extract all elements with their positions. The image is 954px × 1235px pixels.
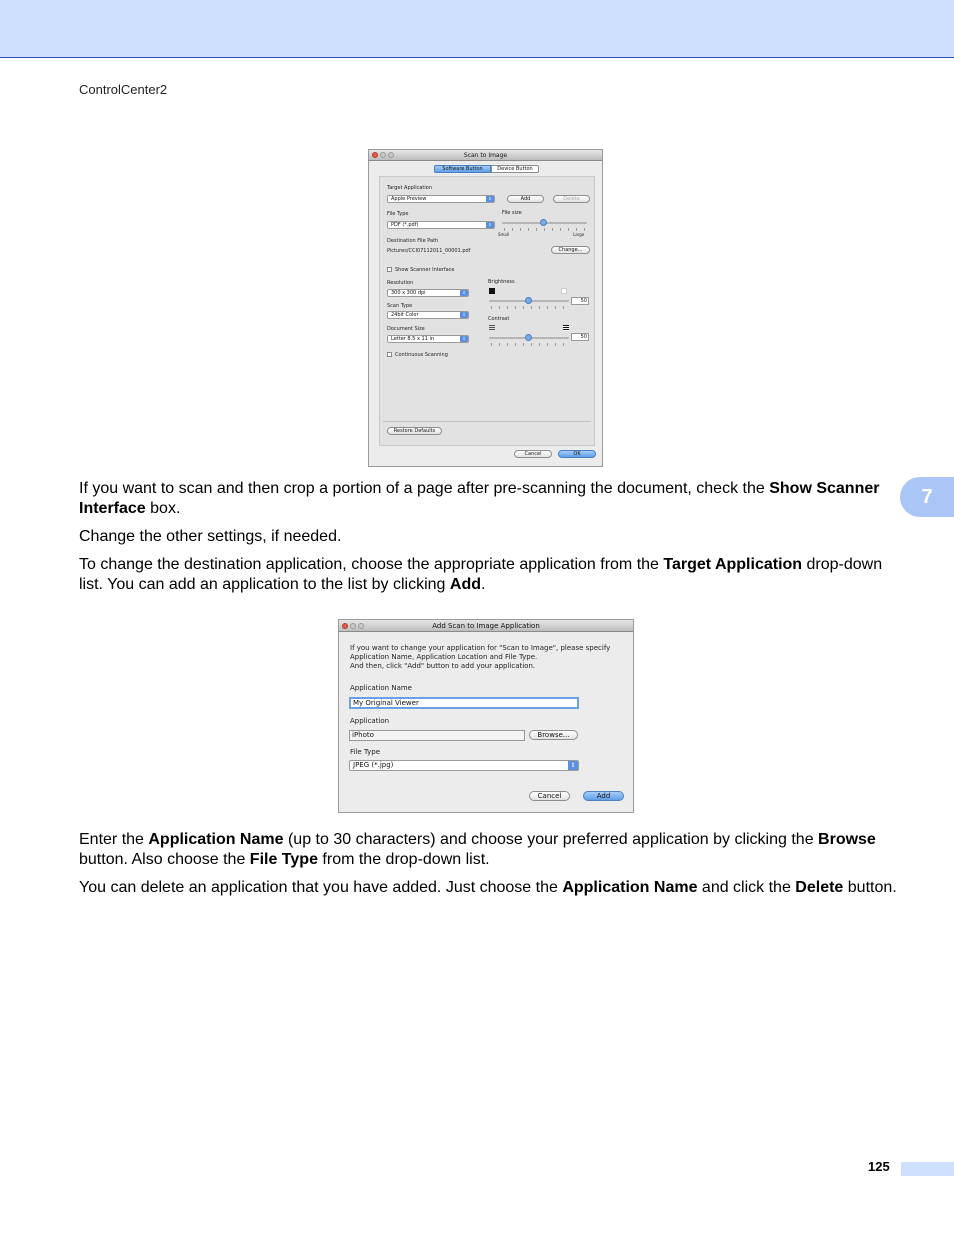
select-arrows-icon: ⇕ [460,336,468,342]
destination-path-label: Destination File Path [387,238,439,244]
footer-bar [901,1162,954,1176]
continuous-scanning-label: Continuous Scanning [395,352,448,358]
dialog-title: Add Scan to Image Application [432,622,540,630]
intro-line-3: And then, click "Add" button to add your application. [350,662,536,670]
scan-type-value: 24bit Color [391,312,419,318]
restore-defaults-button[interactable]: Restore Defaults [387,427,442,435]
paragraph-show-scanner [79,479,899,519]
para3-text-1: To change the destination application, choose the appropriate application from the [79,556,664,573]
file-size-ticks [504,228,586,231]
para1-bold-show-scanner: Show Scanner Interface [79,480,880,517]
tab-software-button[interactable]: Software Button [434,165,491,173]
para3-text-3: . [481,576,486,593]
para5-bold-app-name: Application Name [562,879,698,896]
file-type-select[interactable] [349,760,579,771]
minimize-icon[interactable] [350,623,356,629]
intro-line-1: If you want to change your application for "Scan to Image", please specify [350,644,611,652]
target-app-select[interactable] [387,195,495,203]
scan-type-select[interactable] [387,311,469,319]
dialog-title: Scan to Image [463,152,508,159]
para4-text-1: Enter the [79,831,149,848]
application-path-field: iPhoto [349,730,525,741]
brightness-label: Brightness [488,279,515,285]
resolution-select[interactable] [387,289,469,297]
file-type-value: JPEG (*.jpg) [353,761,394,769]
para4-bold-file-type: File Type [249,851,318,868]
para2-text: Change the other settings, if needed. [79,528,342,545]
paragraph-other-settings [79,527,899,547]
close-icon[interactable] [342,623,348,629]
intro-line-2: Application Name, Application Location and File Type. [350,653,538,661]
select-arrows-icon: ⇕ [486,196,494,202]
continuous-scanning-checkbox[interactable] [387,352,392,357]
contrast-label: Contrast [488,316,510,322]
page-number: 125 [868,1159,890,1174]
cancel-button[interactable]: Cancel [514,450,552,458]
file-type-label: File Type [387,211,409,217]
para3-bold-target-app: Target Application [663,556,803,573]
browse-button[interactable]: Browse... [529,730,578,740]
target-app-value: Apple Preview [391,196,427,202]
select-arrows-icon: ⇕ [486,222,494,228]
destination-path-value: Pictures/CCI07112011_00001.pdf [387,248,471,254]
contrast-ticks [491,343,569,346]
brightness-ticks [491,306,569,309]
running-head: ControlCenter2 [79,82,168,97]
high-contrast-icon [563,325,569,331]
window-controls [342,623,364,629]
scan-to-image-dialog [368,149,603,467]
chapter-tab: 7 [900,477,954,517]
para3-text-2: drop-down list. You can add an application to the list by clicking [79,556,883,593]
contrast-value[interactable]: 50 [571,333,589,341]
show-scanner-interface-checkbox[interactable] [387,267,392,272]
file-type-select[interactable] [387,221,495,229]
light-brightness-icon [561,288,567,294]
contrast-slider-knob[interactable] [525,334,532,341]
panel-divider [383,421,591,422]
application-label: Application [350,717,390,725]
file-size-slider-knob[interactable] [540,219,547,226]
dialog-titlebar [369,150,602,161]
para4-text-3: button. Also choose the [79,851,250,868]
ok-button[interactable]: OK [558,450,596,458]
application-name-label: Application Name [350,684,412,692]
brightness-slider-knob[interactable] [525,297,532,304]
para4-bold-app-name: Application Name [148,831,284,848]
resolution-label: Resolution [387,280,414,286]
para4-text-4: from the drop-down list. [317,851,490,868]
file-type-label: File Type [350,748,381,756]
add-button[interactable]: Add [583,791,624,801]
close-icon[interactable] [372,152,378,158]
change-button[interactable]: Change... [551,246,590,254]
resolution-value: 300 x 300 dpi [391,290,426,296]
add-button[interactable]: Add [507,195,544,203]
minimize-icon[interactable] [380,152,386,158]
select-arrows-icon: ⇕ [568,761,578,770]
large-label: Large [573,232,585,237]
show-scanner-interface-label: Show Scanner Interface [395,267,455,273]
zoom-icon[interactable] [358,623,364,629]
cancel-button[interactable]: Cancel [529,791,570,801]
delete-button[interactable]: Delete [553,195,590,203]
file-size-label: File size [502,210,522,216]
low-contrast-icon [489,325,495,331]
select-arrows-icon: ⇕ [460,290,468,296]
window-controls [372,152,394,158]
para3-bold-add: Add [449,576,482,593]
tab-device-button[interactable]: Device Button [491,165,539,173]
document-size-label: Document Size [387,326,425,332]
para4-bold-browse: Browse [818,831,876,848]
para1-text-1: If you want to scan and then crop a portion of a page after pre-scanning the document, check the [79,480,770,497]
paragraph-delete-application [79,878,899,898]
document-size-value: Letter 8.5 x 11 in [391,336,435,342]
para1-text-2: box. [145,500,181,517]
zoom-icon[interactable] [388,152,394,158]
dark-brightness-icon [489,288,495,294]
dialog-titlebar [339,620,633,632]
scan-type-label: Scan Type [387,303,413,309]
para4-text-2: (up to 30 characters) and choose your preferred application by clicking the [283,831,819,848]
para5-text-2: and click the [697,879,796,896]
document-size-select[interactable] [387,335,469,343]
para5-text-1: You can delete an application that you have added. Just choose the [79,879,563,896]
select-arrows-icon: ⇕ [460,312,468,318]
file-type-value: PDF (*.pdf) [391,222,419,228]
paragraph-application-name [79,830,899,870]
paragraph-destination-app [79,555,899,595]
small-label: Small [498,232,510,237]
para5-bold-delete: Delete [795,879,844,896]
para5-text-3: button. [843,879,897,896]
application-name-input[interactable]: My Original Viewer [349,697,579,709]
header-band [0,0,954,58]
target-app-label: Target Application [387,185,432,191]
add-application-dialog [338,619,634,813]
brightness-value[interactable]: 50 [571,297,589,305]
